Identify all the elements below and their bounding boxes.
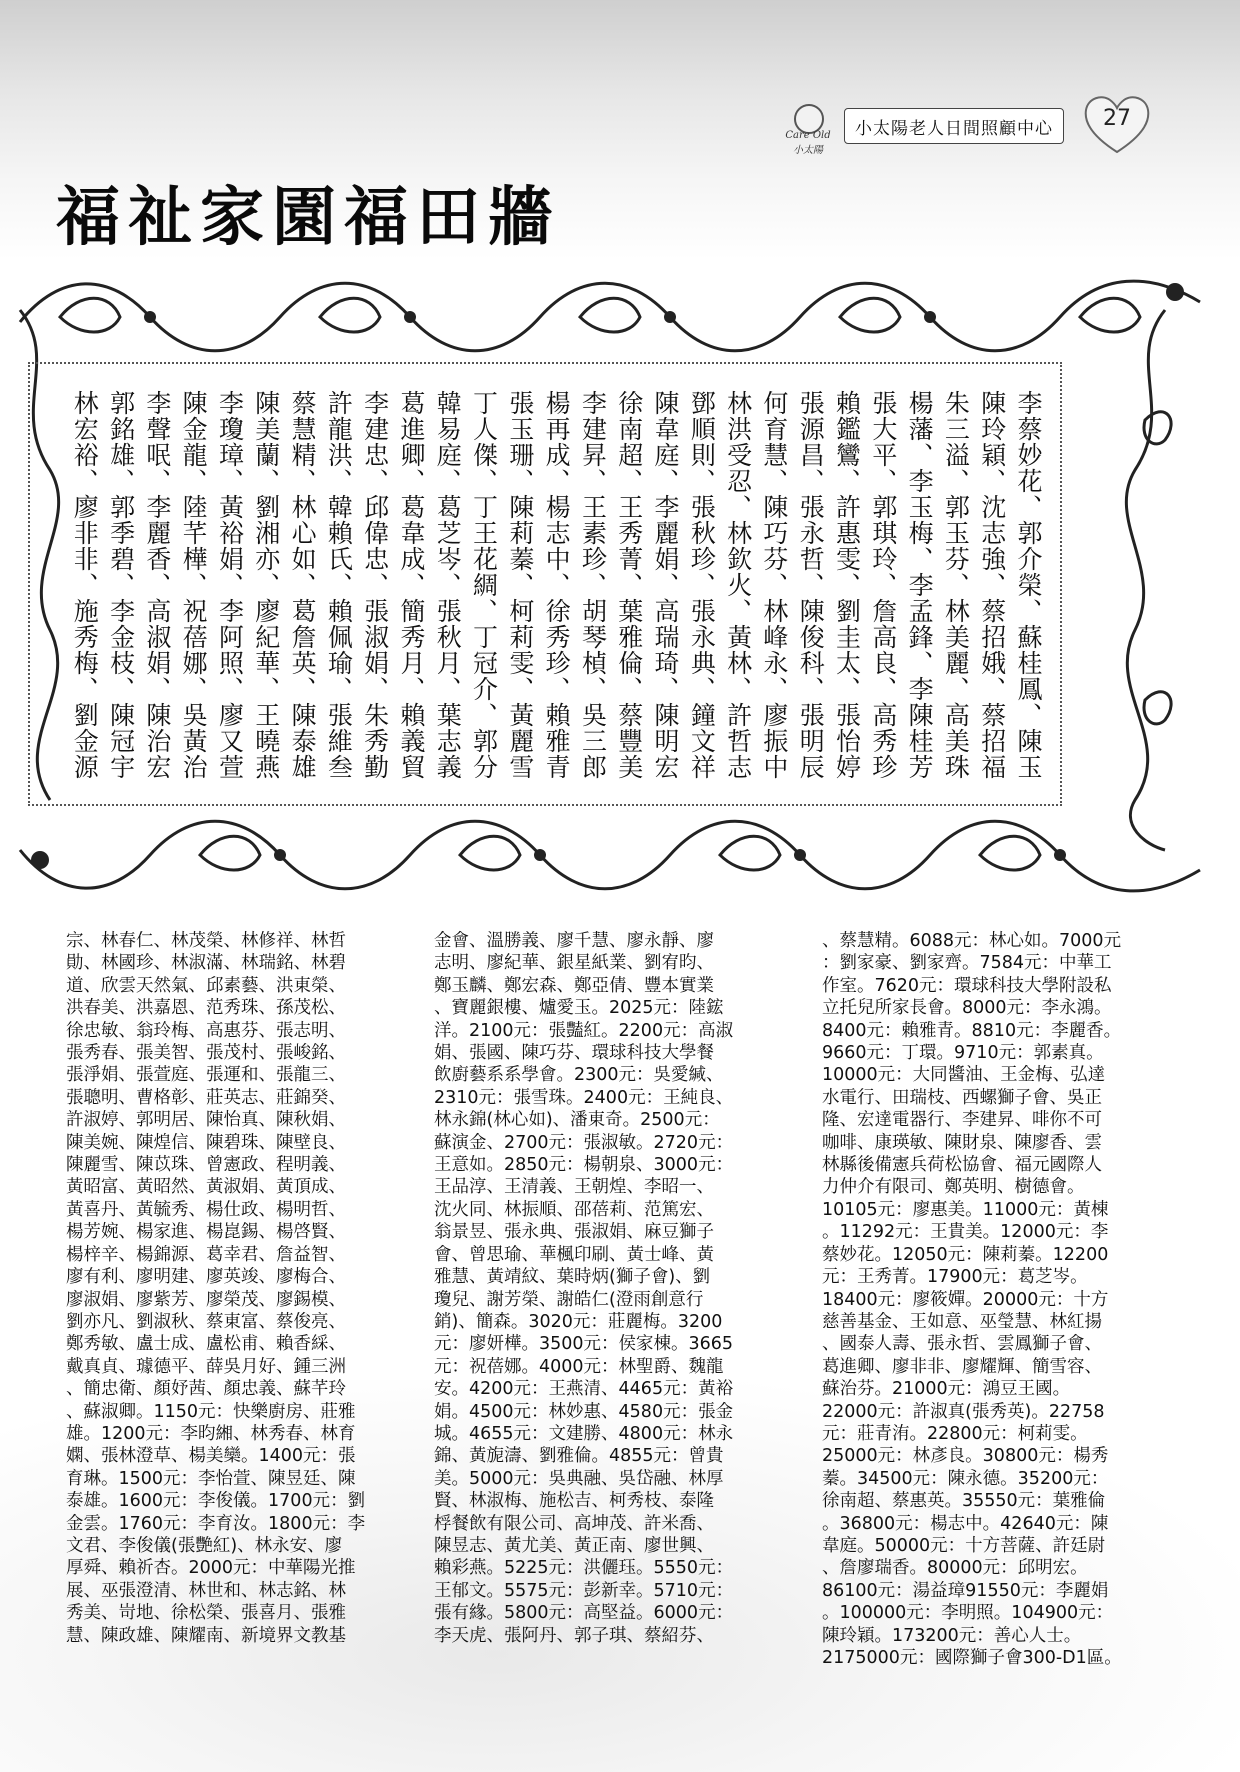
ornament-border-top — [0, 262, 1240, 372]
donor-name-column: 張玉珊、陳莉蓁、柯莉雯、黃麗雪 — [505, 390, 535, 780]
donor-name-column: 許龍洪、韓賴氏、賴佩瑜、張維叁 — [324, 390, 354, 780]
donor-name-column: 陳金龍、陸芊樺、祝蓓娜、吳黃治 — [179, 390, 209, 780]
donor-name-column: 郭銘雄、郭季碧、李金枝、陳冠宇 — [106, 390, 136, 780]
page-number: 27 — [1103, 106, 1131, 131]
donor-name-column: 陳美蘭、劉湘亦、廖紀華、王曉燕 — [251, 390, 281, 780]
donor-name-column: 李蔡妙花、郭介榮、蘇桂鳳、陳玉 — [1014, 390, 1043, 780]
donor-name-column: 丁人傑、丁王花綢、丁冠介、郭分 — [469, 390, 499, 780]
ornament-border-bottom — [0, 800, 1240, 910]
donor-name-column: 韓易庭、葛芝岑、張秋月、葉志義 — [433, 390, 463, 780]
donor-name-column: 楊藩、李玉梅、李孟鋒、李陳桂芳 — [905, 390, 935, 780]
donor-name-column: 林洪受忍、林欽火、黃林、許哲志 — [723, 390, 753, 780]
donor-name-column: 陳韋庭、李麗娟、高瑞琦、陳明宏 — [651, 390, 681, 780]
donor-name-column: 朱三溢、郭玉芬、林美麗、高美珠 — [941, 390, 971, 780]
donation-list-column-2: 金會、溫勝義、廖千慧、廖永靜、廖 志明、廖紀華、銀星紙業、劉宥昀、 鄭玉麟、鄭宏森、鄭亞倩、豐本實業 、寶麗銀樓、爐愛玉。2025元：陸鋐 洋。2100元：張豔紅。2200元：高淑 娟、張國、陳巧芬、環球科技大學餐 飲廚藝系系學會。2300元：吳愛緘、 2310元：張雪珠。2400元：王純良、 林永錦(林心如)、潘東奇。2500元： 蘇演金、2700元：張淑敏。2720元： 王意如。2850元：楊朝泉、3000元： 王品淳、王清義、王朝煌、李昭一、 沈火同、林振順、邵蓓莉、范篤宏、 翁景昱、張永典、張淑娟、麻豆獅子 會、曾思瑜、華楓印刷、黃士峰、黃 雅慧、黃靖紋、葉時炳(獅子會)、劉 瓊兒、謝芳榮、謝皓仁(澄雨創意行 銷)、簡森。3020元：莊麗梅。3200 元：廖妍樺。3500元：侯家棟。3665 元：祝蓓娜。4000元：林聖爵、魏龍 安。4200元：王燕清、4465元：黃裕 娟。4500元：林妙惠、4580元：張金 城。4655元：文建勝、4800元：林永 錦、黃旎濤、劉雅倫。4855元：曾貴 美。5000元：吳典融、吳岱融、林厚 賢、林淑梅、施松吉、柯秀枝、泰隆 桴餐飲有限公司、高坤茂、許米喬、 陳昱志、黃尤美、黃正南、廖世興、 賴彩燕。5225元：洪儷珏。5550元： 王郁文。5575元：彭新幸。5710元： 張有緣。5800元：高堅益。6000元： 李天虎、張阿丹、郭子琪、蔡紹芬、 — [434, 931, 734, 1646]
donor-name-column: 張大平、郭琪玲、詹高良、高秀珍 — [868, 390, 898, 780]
donor-name-column: 徐南超、王秀菁、葉雅倫、蔡豐美 — [614, 390, 644, 780]
donor-name-column: 李瓊璋、黃裕娟、李阿照、廖又萱 — [215, 390, 245, 780]
donor-name-column: 賴鑑鸞、許惠雯、劉圭太、張怡婷 — [832, 390, 862, 780]
donor-name-column: 林宏裕、廖非非、施秀梅、劉金源 — [70, 390, 100, 780]
donor-name-column: 何育慧、陳巧芬、林峰永、廖振中 — [759, 390, 789, 780]
donor-name-column: 蔡慧精、林心如、葛詹英、陳泰雄 — [288, 390, 318, 780]
donor-name-column: 李建忠、邱偉忠、張淑娟、朱秀勤 — [360, 390, 390, 780]
donor-name-column: 葛進卿、葛韋成、簡秀月、賴義貿 — [396, 390, 426, 780]
ornament-flourish-right — [1105, 300, 1185, 860]
donor-name-column: 楊再成、楊志中、徐秀珍、賴雅青 — [542, 390, 572, 780]
donor-name-column: 張源昌、張永哲、陳俊科、張明辰 — [796, 390, 826, 780]
page-header — [778, 100, 1078, 156]
donor-name-column: 陳玲穎、沈志強、蔡招娥、蔡招福 — [977, 390, 1007, 780]
donor-name-column: 李建昇、王素珍、胡琴楨、吳三郎 — [578, 390, 608, 780]
donor-name-column: 鄧順則、張秋珍、張永典、鐘文祥 — [687, 390, 717, 780]
page-title: 福祉家園福田牆 — [56, 180, 560, 255]
donor-names-vertical — [70, 390, 1046, 780]
center-name: 小太陽老人日間照顧中心 — [844, 108, 1064, 144]
donation-list-column-1: 宗、林春仁、林茂榮、林修祥、林哲 勛、林國珍、林淑滿、林瑞銘、林碧 道、欣雲天然氣、邱素藝、洪東榮、 洪春美、洪嘉恩、范秀珠、孫茂松、 徐忠敏、翁玲梅、高惠芬、張志明、 張秀春、張美智、張茂村、張峻銘、 張淨娟、張萱庭、張運和、張龍三、 張聰明、曹格彰、莊英志、莊錦癸、 許淑婷、郭明居、陳怡真、陳秋娟、 陳美婉、陳煌信、陳碧珠、陳壁良、 陳麗雪、陳苡珠、曾憲政、程明義、 黃昭富、黃昭然、黃淑娟、黃頂成、 黃喜丹、黃毓秀、楊仕政、楊明哲、 楊芳婉、楊家進、楊崑錫、楊啓賢、 楊梓辛、楊錦源、葛幸君、詹益智、 廖有利、廖明建、廖英竣、廖梅合、 廖淑娟、廖紫芳、廖榮茂、廖錫模、 劉亦凡、劉淑秋、蔡東富、蔡俊亮、 鄭秀敏、盧士成、盧松甫、賴香綵、 戴真貞、璩德平、薛吳月好、鍾三洲 、簡忠衛、顏妤茜、顏忠義、蘇芊玲 、蘇淑卿。1150元：快樂廚房、莊雅 雄。1200元：李昀緗、林秀春、林育 嫻、張林澄草、楊美欒。1400元：張 育琳。1500元：李怡萱、陳昱廷、陳 泰雄。1600元：李俊儀。1700元：劉 金雲。1760元：李育汝。1800元：李 文君、李俊儀(張艷紅)、林永安、廖 厚舜、賴祈杏。2000元：中華陽光推 展、巫張澄清、林世和、林志銘、林 秀美、岢地、徐松榮、張喜月、張雅 慧、陳政雄、陳耀南、新境界文教基 — [66, 931, 366, 1646]
logo-text: Care Old 小太陽 — [785, 130, 831, 156]
donor-name-column: 李聲呡、李麗香、高淑娟、陳治宏 — [142, 390, 172, 780]
donation-list-column-3: 、蔡慧精。6088元：林心如。7000元 ：劉家豪、劉家齊。7584元：中華工 作室。7620元：環球科技大學附設私 立托兒所家長會。8000元：李永鴻。 8400元：賴雅青。8810元：李麗香。 9660元：丁環。9710元：郭素真。 10000元：大同醬油、王金梅、弘達 水電行、田瑞枝、西螺獅子會、吳正 隆、宏達電器行、李建昇、啡你不可 咖啡、康瑛敏、陳財泉、陳廖香、雲 林縣後備憲兵荷松協會、福元國際人 力仲介有限司、鄭英明、樹德會。 10105元：廖惠美。11000元：黃棟 。11292元：王貴美。12000元：李 蔡妙花。12050元：陳莉蓁。12200 元：王秀菁。17900元：葛芝岑。 18400元：廖筱嬋。20000元：十方 慈善基金、王如意、巫瑩慧、林紅揚 、國泰人壽、張永哲、雲鳳獅子會、 葛進卿、廖非非、廖耀輝、簡雪容、 蘇治芬。21000元：鴻豆王國。 22000元：許淑真(張秀英)。22758 元：莊青洧。22800元：柯莉雯。 25000元：林彥良。30800元：楊秀 蓁。34500元：陳永德。35200元： 徐南超、蔡惠英。35550元：葉雅倫 。36800元：楊志中。42640元：陳 韋庭。50000元：十方菩薩、許廷尉 、詹廖瑞香。80000元：邱明宏。 86100元：湯益璋91550元：李麗娟 。100000元：李明照。104900元： 陳玲穎。173200元：善心人士。 2175000元：國際獅子會300-D1區。 — [822, 931, 1122, 1668]
sun-logo-icon — [778, 100, 836, 156]
